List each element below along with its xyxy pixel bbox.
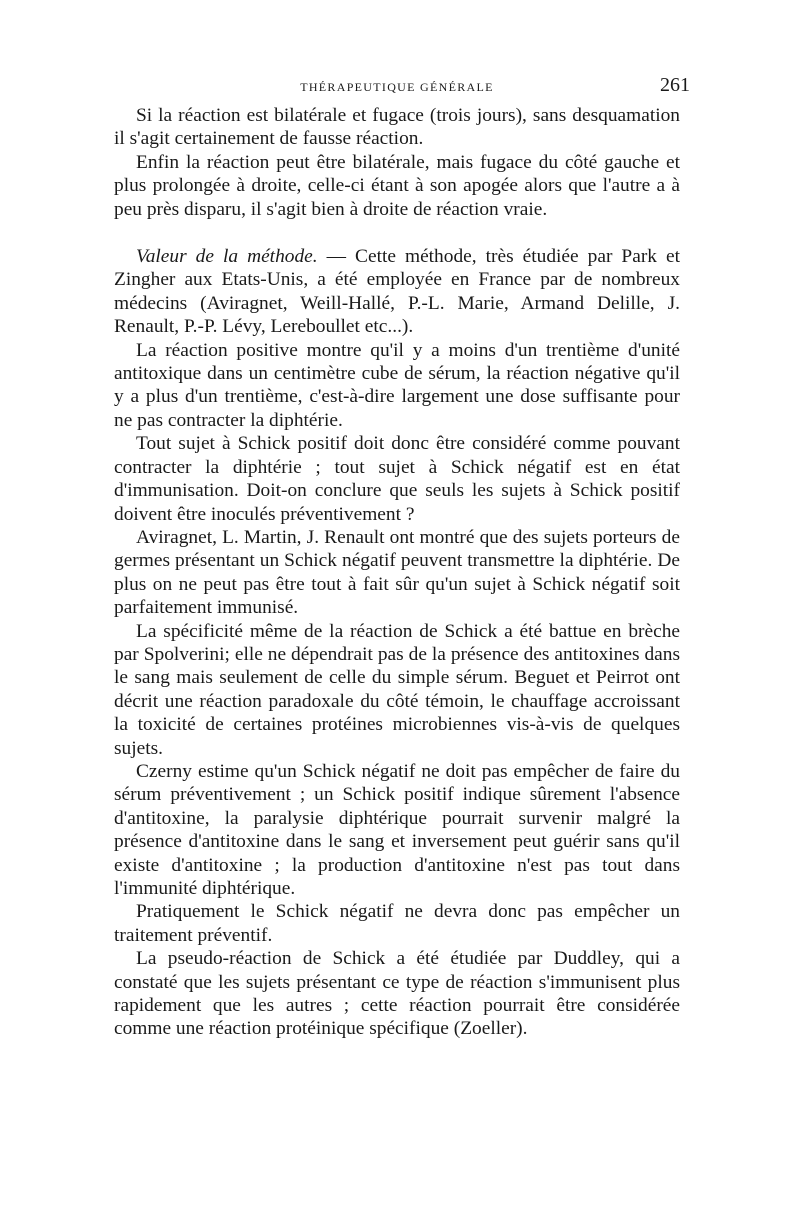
running-title: THÉRAPEUTIQUE GÉNÉRALE: [300, 80, 494, 94]
page-header: [114, 74, 690, 104]
paragraph: Tout sujet à Schick positif doit donc être considéré comme pouvant contracter la diphtérie ; tout sujet à Schick négatif est en état d'immunisation. Doit-on conclure que seuls les sujets à Schick positif doivent être inoculés préventivement ?: [114, 433, 680, 525]
section-heading: Valeur de la méthode.: [136, 246, 318, 268]
paragraph: La pseudo-réaction de Schick a été étudiée par Duddley, qui a constaté que les sujets présentant ce type de réaction s'immunisent plus rapidement que les autres ; cette réaction pourrait être considérée comme une réaction protéinique spécifique (Zoeller).: [114, 948, 680, 1040]
paragraph: Si la réaction est bilatérale et fugace (trois jours), sans desquamation il s'agit certainement de fausse réaction.: [114, 105, 680, 150]
paragraph-text: — Cette méthode, très étudiée par Park et Zingher aux Etats-Unis, a été employée en France par de nombreux médecins (Aviragnet, Weill-Hallé, P.-L. Marie, Armand Delille, J. Renault, P.-P. Lévy, Lereboullet etc...).: [114, 246, 680, 338]
paragraph: La réaction positive montre qu'il y a moins d'un trentième d'unité antitoxique dans un centimètre cube de sérum, la réaction négative qu'il y a plus d'un trentième, c'est-à-dire largement une dose suffisante pour ne pas contracter la diphtérie.: [114, 339, 680, 431]
paragraph: Enfin la réaction peut être bilatérale, mais fugace du côté gauche et plus prolongée à droite, celle-ci étant à son apogée alors que l'autre a à peu près disparu, il s'agit bien à droite de réaction vraie.: [114, 151, 680, 220]
paragraph: Aviragnet, L. Martin, J. Renault ont montré que des sujets porteurs de germes présentant un Schick négatif peuvent transmettre la diphtérie. De plus on ne peut pas être tout à fait sûr qu'un sujet à Schick négatif soit parfaitement immunisé.: [114, 526, 680, 619]
page-number: 261: [660, 74, 690, 96]
body-text: [114, 104, 680, 1041]
paragraph: La spécificité même de la réaction de Schick a été battue en brèche par Spolverini; elle ne dépendrait pas de la présence des antitoxines dans le sang mais seulement de celle du simple sérum. Beguet et Peirrot ont décrit une réaction paradoxale du côté témoin, le chauffage accroissant la toxicité de certaines protéines microbiennes vis-à-vis de quelques sujets.: [114, 620, 680, 759]
document-page: [114, 74, 690, 1041]
paragraph: [114, 245, 680, 339]
paragraph: Czerny estime qu'un Schick négatif ne doit pas empêcher de faire du sérum préventivement ; un Schick positif indique sûrement l'absence d'antitoxine, la paralysie diphtérique pourrait survenir malgré la présence d'antitoxine dans le sang et inversement peut guérir sans qu'il existe d'antitoxine ; la production d'antitoxine n'est pas tout dans l'immunité diphtérique.: [114, 760, 680, 899]
paragraph: Pratiquement le Schick négatif ne devra donc pas empêcher un traitement préventif.: [114, 901, 680, 946]
